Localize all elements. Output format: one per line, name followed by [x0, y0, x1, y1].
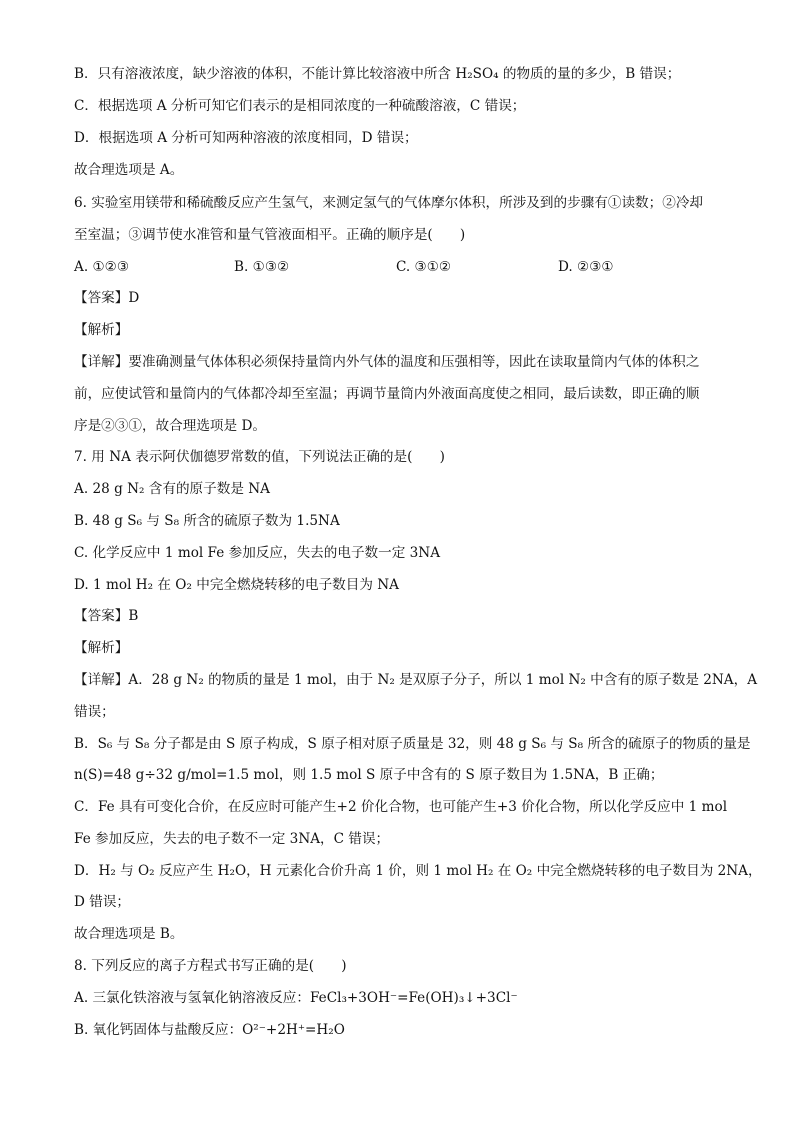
text-line: D．根据选项 A 分析可知两种溶液的浓度相同，D 错误； [74, 130, 418, 146]
option-a: A. ①②③ [74, 259, 130, 275]
answer-label: 【答案】D [74, 290, 140, 306]
text-line: C．根据选项 A 分析可知它们表示的是相同浓度的一种硫酸溶液，C 错误； [74, 98, 526, 114]
detail-line: n(S)=48 g÷32 g/mol=1.5 mol，则 1.5 mol S 原子中含有的 S 原子数目为 1.5NA，B 正确； [74, 767, 664, 783]
option-d: D. ②③① [558, 259, 614, 275]
detail-line: 序是②③①，故合理选项是 D。 [74, 418, 266, 434]
option-b: B. 48 g S₆ 与 S₈ 所含的硫原子数为 1.5NA [74, 513, 340, 529]
question-6-options [74, 257, 724, 277]
question-6-stem: 6. 实验室用镁带和稀硫酸反应产生氢气，来测定氢气的气体摩尔体积，所涉及到的步骤有①读数；②冷却 [74, 195, 704, 211]
text-line: 故合理选项是 A。 [74, 162, 184, 178]
detail-line: 【详解】A．28 g N₂ 的物质的量是 1 mol，由于 N₂ 是双原子分子，所以 1 mol N₂ 中含有的原子数是 2NA，A [74, 672, 758, 688]
question-6-stem-cont: 至室温；③调节使水准管和量气管液面相平。正确的顺序是( ) [74, 227, 466, 243]
option-b: B. ①③② [234, 259, 290, 275]
detail-line: 错误； [74, 704, 115, 720]
option-a: A. 28 g N₂ 含有的原子数是 NA [74, 481, 270, 497]
detail-line: B．S₆ 与 S₈ 分子都是由 S 原子构成，S 原子相对原子质量是 32，则 48 g S₆ 与 S₈ 所含的硫原子的物质的量是 [74, 736, 751, 752]
question-7-stem: 7. 用 NA 表示阿伏伽德罗常数的值，下列说法正确的是( ) [74, 449, 445, 465]
detail-line: 故合理选项是 B。 [74, 926, 184, 942]
detail-line: D．H₂ 与 O₂ 反应产生 H₂O，H 元素化合价升高 1 价，则 1 mol H₂ 在 O₂ 中完全燃烧转移的电子数目为 2NA， [74, 863, 762, 879]
analysis-label: 【解析】 [74, 640, 129, 656]
detail-line: C．Fe 具有可变化合价，在反应时可能产生+2 价化合物，也可能产生+3 价化合物，所以化学反应中 1 mol [74, 799, 728, 815]
option-c: C. ③①② [396, 259, 452, 275]
option-b: B. 氧化钙固体与盐酸反应：O²⁻+2H⁺=H₂O [74, 1022, 345, 1038]
text-line: B．只有溶液浓度，缺少溶液的体积，不能计算比较溶液中所含 H₂SO₄ 的物质的量的多少，B 错误； [74, 66, 681, 82]
option-c: C. 化学反应中 1 mol Fe 参加反应，失去的电子数一定 3NA [74, 545, 441, 561]
detail-line: 前，应使试管和量筒内的气体都冷却至室温；再调节量筒内外液面高度使之相同，最后读数，即正确的顺 [74, 386, 700, 402]
analysis-label: 【解析】 [74, 322, 129, 338]
detail-line: Fe 参加反应，失去的电子数不一定 3NA，C 错误； [74, 831, 390, 847]
detail-line: 【详解】要准确测量气体体积必须保持量筒内外气体的温度和压强相等，因此在读取量筒内气体的体积之 [74, 354, 700, 370]
option-a: A. 三氯化铁溶液与氢氧化钠溶液反应：FeCl₃+3OH⁻=Fe(OH)₃↓+3Cl⁻ [74, 990, 518, 1006]
answer-label: 【答案】B [74, 608, 139, 624]
detail-line: D 错误； [74, 894, 131, 910]
question-8-stem: 8. 下列反应的离子方程式书写正确的是( ) [74, 958, 347, 974]
option-d: D. 1 mol H₂ 在 O₂ 中完全燃烧转移的电子数目为 NA [74, 577, 399, 593]
